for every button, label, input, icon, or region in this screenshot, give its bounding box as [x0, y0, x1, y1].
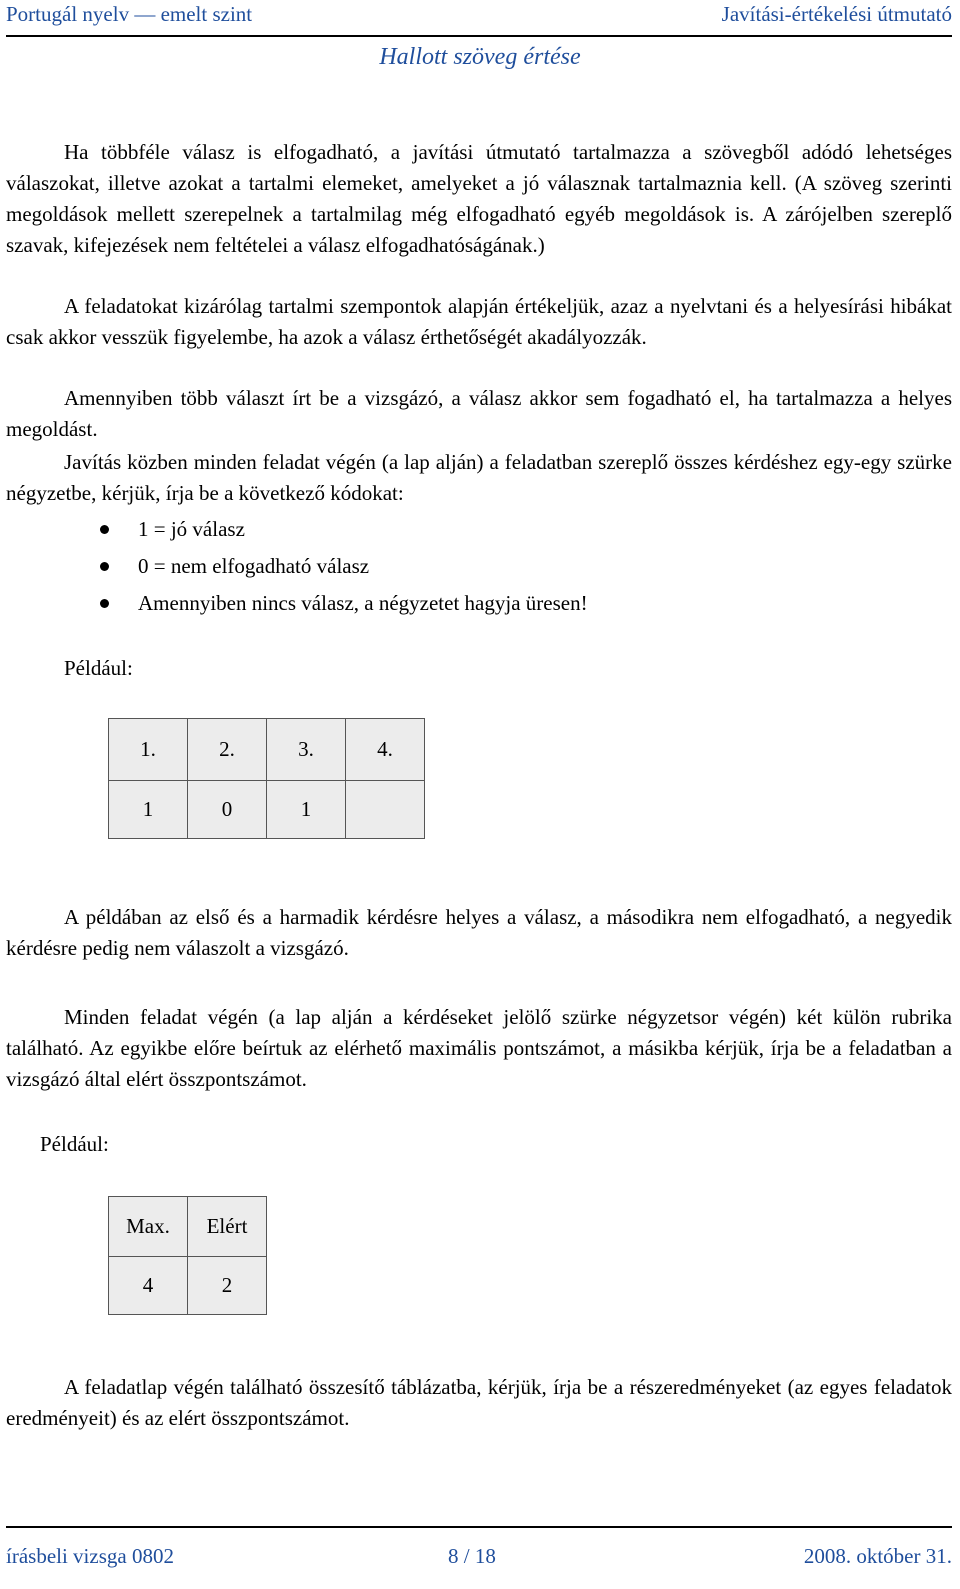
list-item: Amennyiben nincs válasz, a négyzetet hagyja üresen! — [100, 588, 588, 625]
answer-header-cell: 2. — [188, 719, 267, 781]
footer-rule — [6, 1526, 952, 1528]
list-item: 1 = jó válasz — [100, 514, 588, 551]
example-label-scores: Például: — [40, 1132, 109, 1156]
paragraph-summary-table: A feladatlap végén található összesítő táblázatba, kérjük, írja be a részeredményeket (az egyes feladatok eredményeit) és az elért összpontszámot. — [6, 1375, 952, 1430]
paragraph-content-evaluation: A feladatokat kizárólag tartalmi szempontok alapján értékeljük, azaz a nyelvtani és a helyesírási hibákat csak akkor vesszük figyelembe, ha azok a válasz érthetőségét akadályozzák. — [6, 294, 952, 349]
example-label-answers: Például: — [64, 656, 133, 680]
paragraph-multiple-responses: Amennyiben több választ írt be a vizsgázó, a válasz akkor sem fogadható el, ha tartalmazza a helyes megoldást. — [6, 386, 952, 441]
score-value-max: 4 — [109, 1257, 188, 1315]
footer-date: 2008. október 31. — [803, 1544, 952, 1568]
list-item: 0 = nem elfogadható válasz — [100, 551, 588, 588]
paragraph-example-explanation: A példában az első és a harmadik kérdésre helyes a válasz, a másodikra nem elfogadható, a negyedik kérdésre pedig nem válaszolt a vizsgázó. — [6, 905, 952, 960]
bullet-icon — [100, 562, 109, 571]
score-table — [108, 1196, 267, 1315]
answer-value-cell — [346, 781, 425, 839]
answer-header-cell: 3. — [267, 719, 346, 781]
answer-value-cell: 1 — [109, 781, 188, 839]
header-rule — [6, 35, 952, 37]
score-header-achieved: Elért — [188, 1197, 267, 1257]
bullet-icon — [100, 599, 109, 608]
header-subject: Portugál nyelv — emelt szint — [6, 2, 253, 26]
answer-value-cell: 0 — [188, 781, 267, 839]
score-header-max: Max. — [109, 1197, 188, 1257]
paragraph-coding-instructions: Javítás közben minden feladat végén (a lap alján) a feladatban szereplő összes kérdéshez egy-egy szürke négyzetbe, kérjük, írja be a következő kódokat: — [6, 450, 952, 505]
code-list — [100, 514, 588, 625]
footer-exam-code: írásbeli vizsga 0802 — [6, 1544, 174, 1568]
footer-page-number: 8 / 18 — [448, 1544, 496, 1568]
answer-header-cell: 1. — [109, 719, 188, 781]
paragraph-multiple-answers: Ha többféle válasz is elfogadható, a javítási útmutató tartalmazza a szövegből adódó lehetséges válaszokat, illetve azokat a tartalmi elemeket, amelyeket a jó válasznak tartalmaznia kell. (A szöveg szerinti megoldások mellett szerepelnek a tartalmilag még elfogadható egyéb megoldások is. A zárójelben szereplő szavak, kifejezések nem feltételei a válasz elfogadhatóságának.) — [6, 140, 952, 257]
score-value-achieved: 2 — [188, 1257, 267, 1315]
answer-value-cell: 1 — [267, 781, 346, 839]
answer-header-cell: 4. — [346, 719, 425, 781]
page-header — [0, 0, 960, 42]
paragraph-score-boxes: Minden feladat végén (a lap alján a kérdéseket jelölő szürke négyzetsor végén) két külön rubrika található. Az egyikbe előre beírtuk az elérhető maximális pontszámot, a másikba kérjük, írja be a feladatban a vizsgázó által elért összpontszámot. — [6, 1005, 952, 1091]
answer-code-table — [108, 718, 425, 839]
section-title: Hallott szöveg értése — [379, 44, 581, 70]
bullet-icon — [100, 525, 109, 534]
header-guide-title: Javítási-értékelési útmutató — [721, 2, 952, 26]
